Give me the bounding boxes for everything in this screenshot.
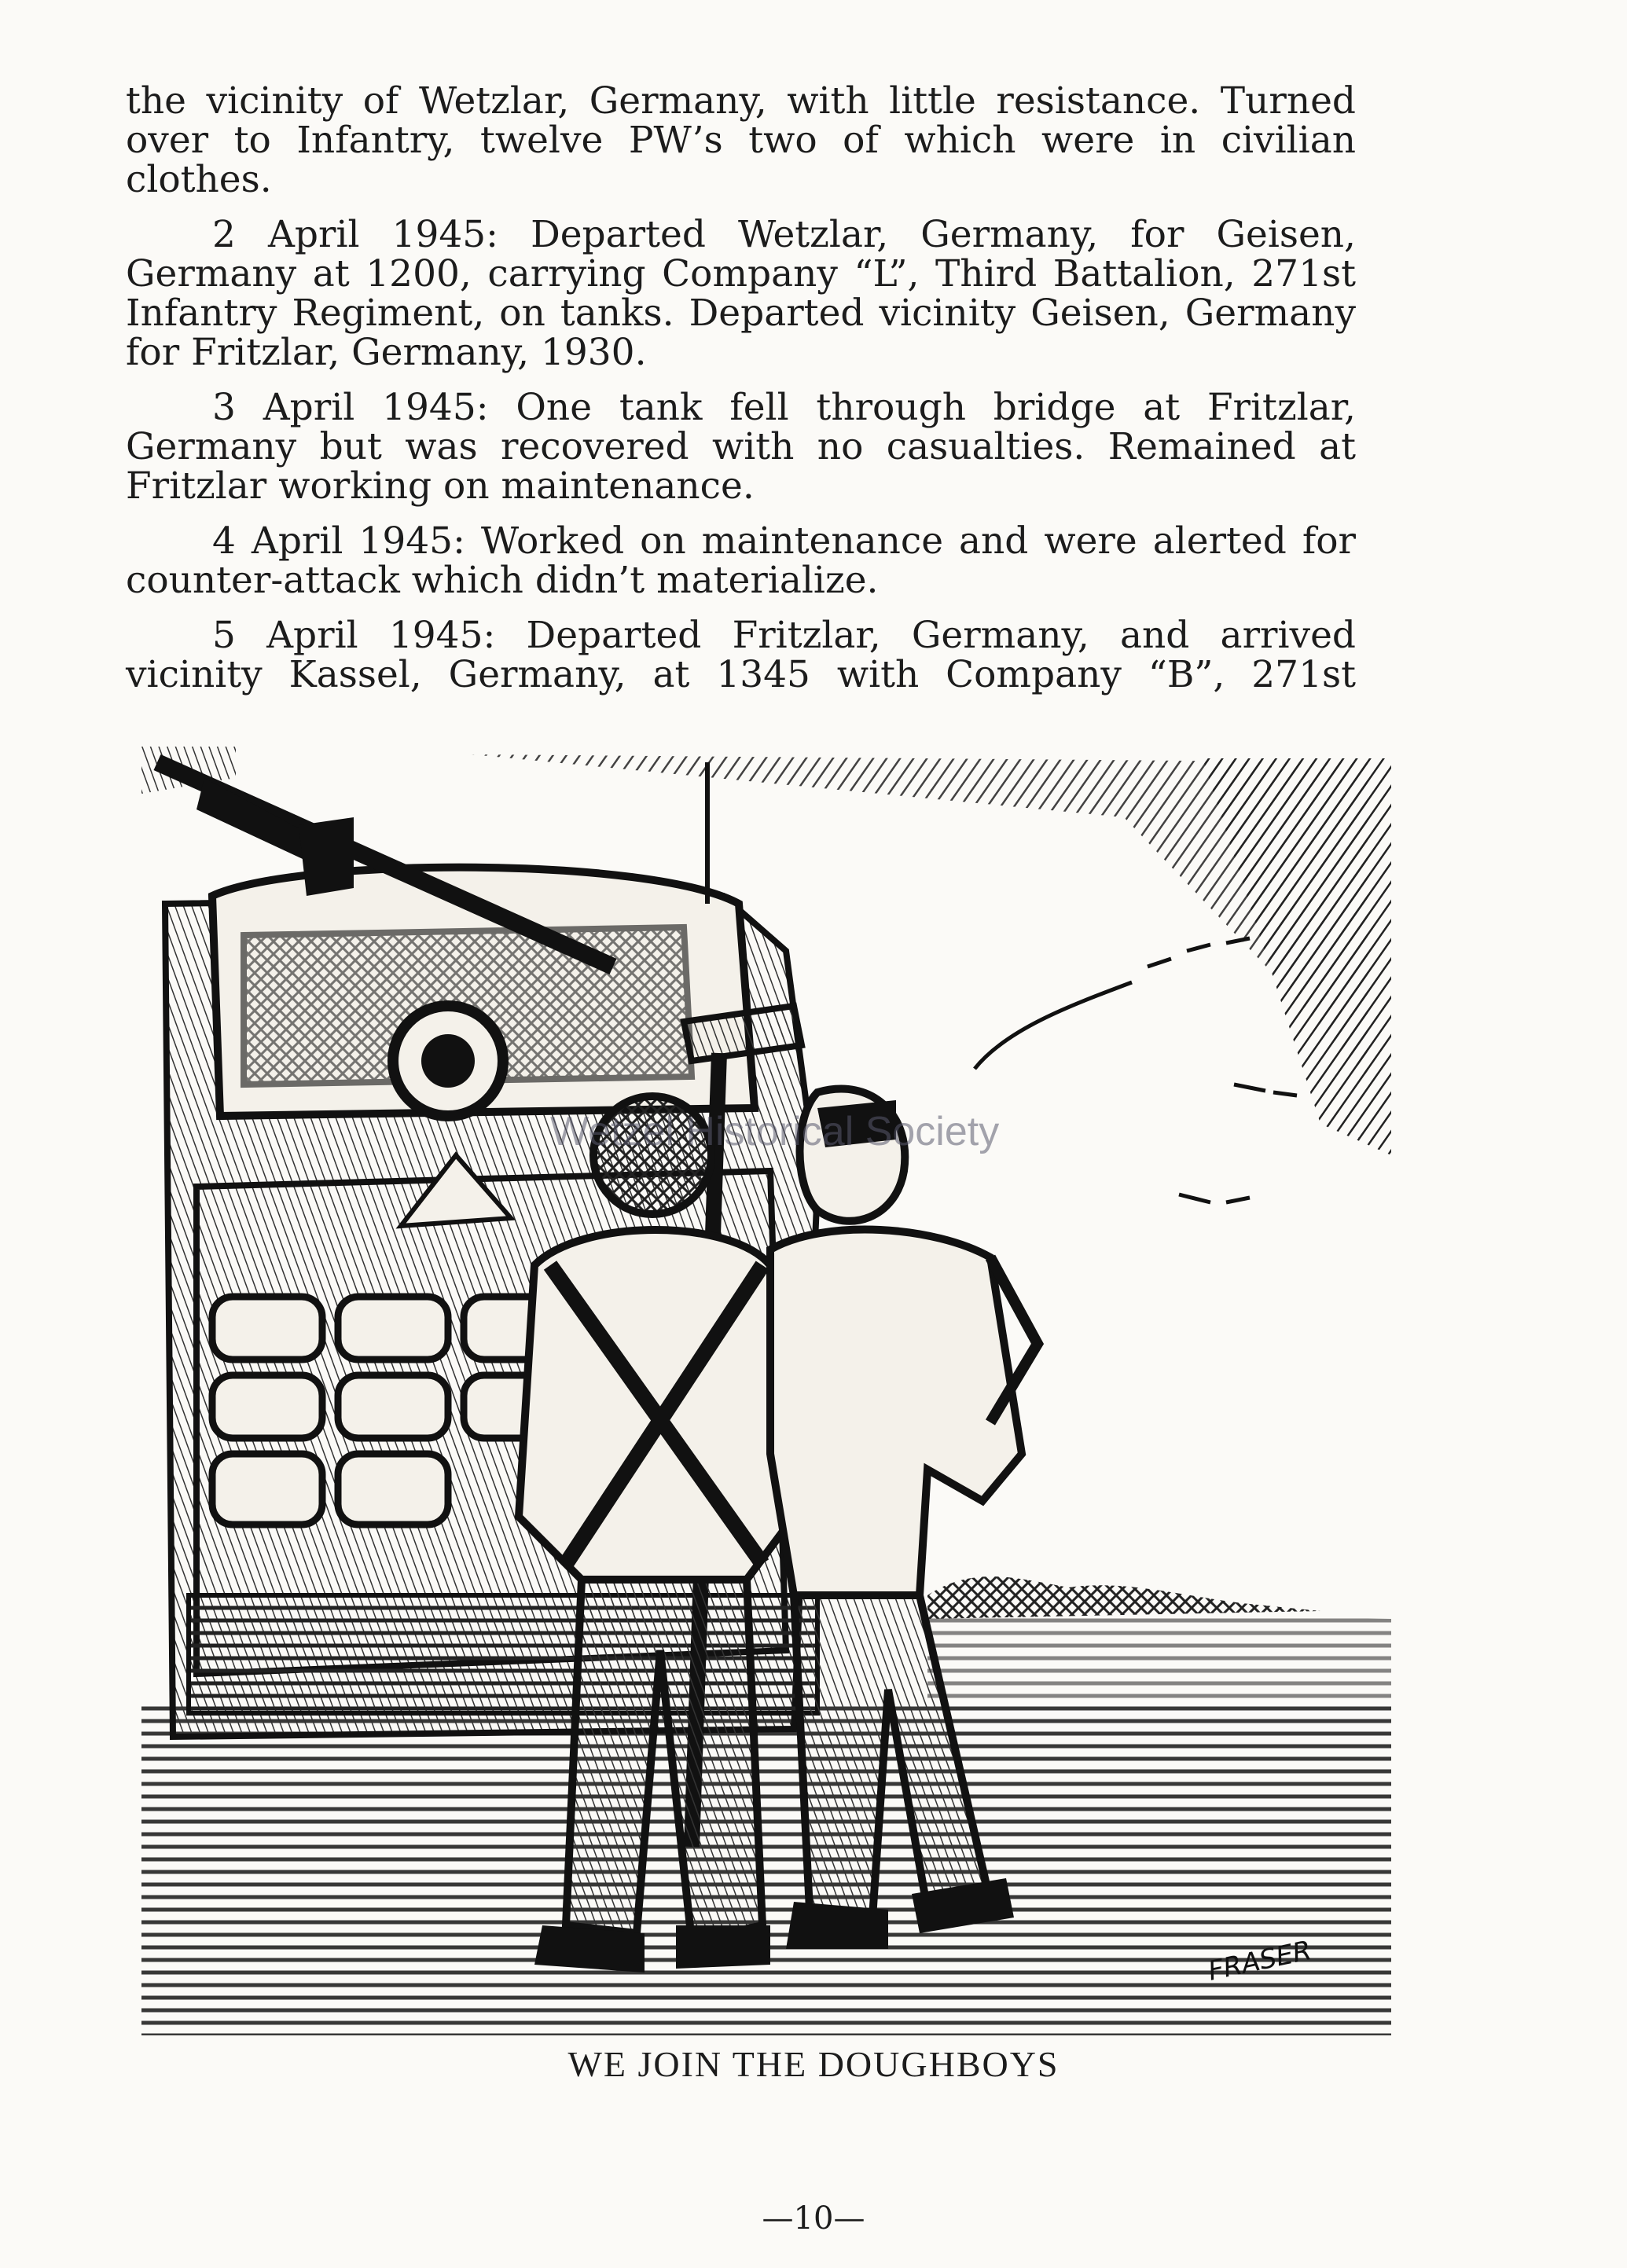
- paragraph-5-april: 5 April 1945: Departed Fritzlar, Germany, and arrived vicinity Kassel, Germany, at 1345 with Company “B”, 271st: [126, 614, 1356, 696]
- paragraph-2-april: 2 April 1945: Departed Wetzlar, Germany, for Geisen, Germany at 1200, carrying Company “L”, Third Battalion, 271st Infantry Regiment, on tanks. Departed vicinity Geisen, Germany for Fritzlar, Germany, 1930.: [126, 213, 1356, 374]
- paragraph-3-april: 3 April 1945: One tank fell through bridge at Fritzlar, Germany but was recovered with no casualties. Remained at Fritzlar working on maintenance.: [126, 386, 1356, 508]
- paragraph-continued: the vicinity of Wetzlar, Germany, with little resistance. Turned over to Infantry, twelve PW’s two of which were in civilian clothes.: [126, 79, 1356, 201]
- tank-soldiers-illustration: [141, 747, 1391, 2043]
- paragraph-4-april: 4 April 1945: Worked on maintenance and were alerted for counter-attack which didn’t materialize.: [126, 519, 1356, 602]
- body-text: [126, 79, 1356, 710]
- page-number: —10—: [762, 2200, 865, 2237]
- illustration-caption: WE JOIN THE DOUGHBOYS: [567, 2044, 1060, 2084]
- artist-signature: FRASER: [1205, 1934, 1315, 1987]
- watermark: Wetzel Historical Society: [550, 1109, 1000, 1154]
